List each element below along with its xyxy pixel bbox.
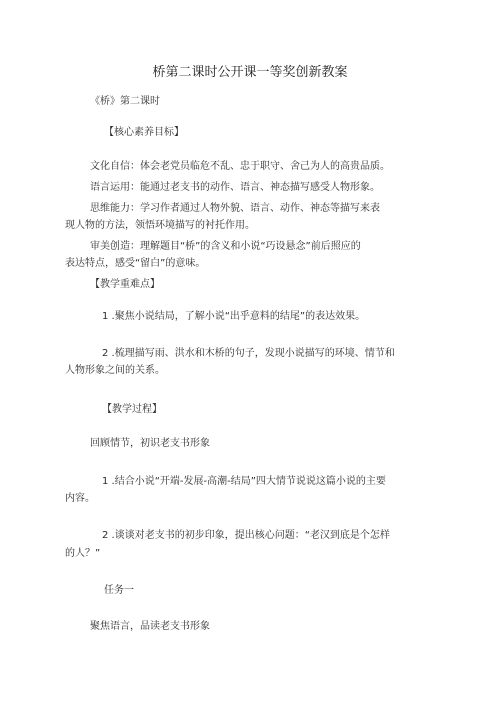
process-intro: 回顾情节，初识老支书形象 [90,438,210,449]
process-step-line: 1 .结合小说“开端-发展-高潮-结局”四大情节说说这篇小说的主要 [102,476,386,487]
task-label: 任务一 [104,585,134,596]
process-step-line: 内容。 [65,493,95,504]
section-heading-keypoints: 【教学重难点】 [90,279,160,290]
goal-line: 现人物的方法，领悟环境描写的衬托作用。 [65,220,255,231]
section-heading-process: 【教学过程】 [102,404,162,415]
goal-line: 语言运用：能通过老支书的动作、语言、神态描写感受人物形象。 [90,182,380,193]
process-step-line: 的人？” [65,548,101,559]
keypoint-line: 2 .梳理描写雨、洪水和木桥的句子，发现小说描写的环境、情节和 [102,348,395,359]
goal-line: 审美创造：理解题目“桥”的含义和小说“巧设悬念”前后照应的 [90,241,361,252]
goal-line: 文化自信：体会老党员临危不乱、忠于职守、舍己为人的高贵品质。 [90,161,390,172]
process-step-line: 2 .谈谈对老支书的初步印象，提出核心问题：“老汉到底是个怎样 [102,530,390,541]
goal-line: 表达特点，感受“留白”的意味。 [65,258,206,269]
goal-line: 思维能力：学习作者通过人物外貌、语言、动作、神态等描写来表 [90,203,380,214]
keypoint-line: 1 .聚焦小说结局，了解小说“出乎意料的结尾”的表达效果。 [102,311,366,322]
keypoint-line: 人物形象之间的关系。 [65,365,165,376]
task-title: 聚焦语言，品读老支书形象 [90,621,210,632]
document-title: 桥第二课时公开课一等奖创新教案 [152,65,348,80]
section-heading-goals: 【核心素养目标】 [104,127,184,138]
lesson-subtitle: 《桥》第二课时 [90,96,160,107]
